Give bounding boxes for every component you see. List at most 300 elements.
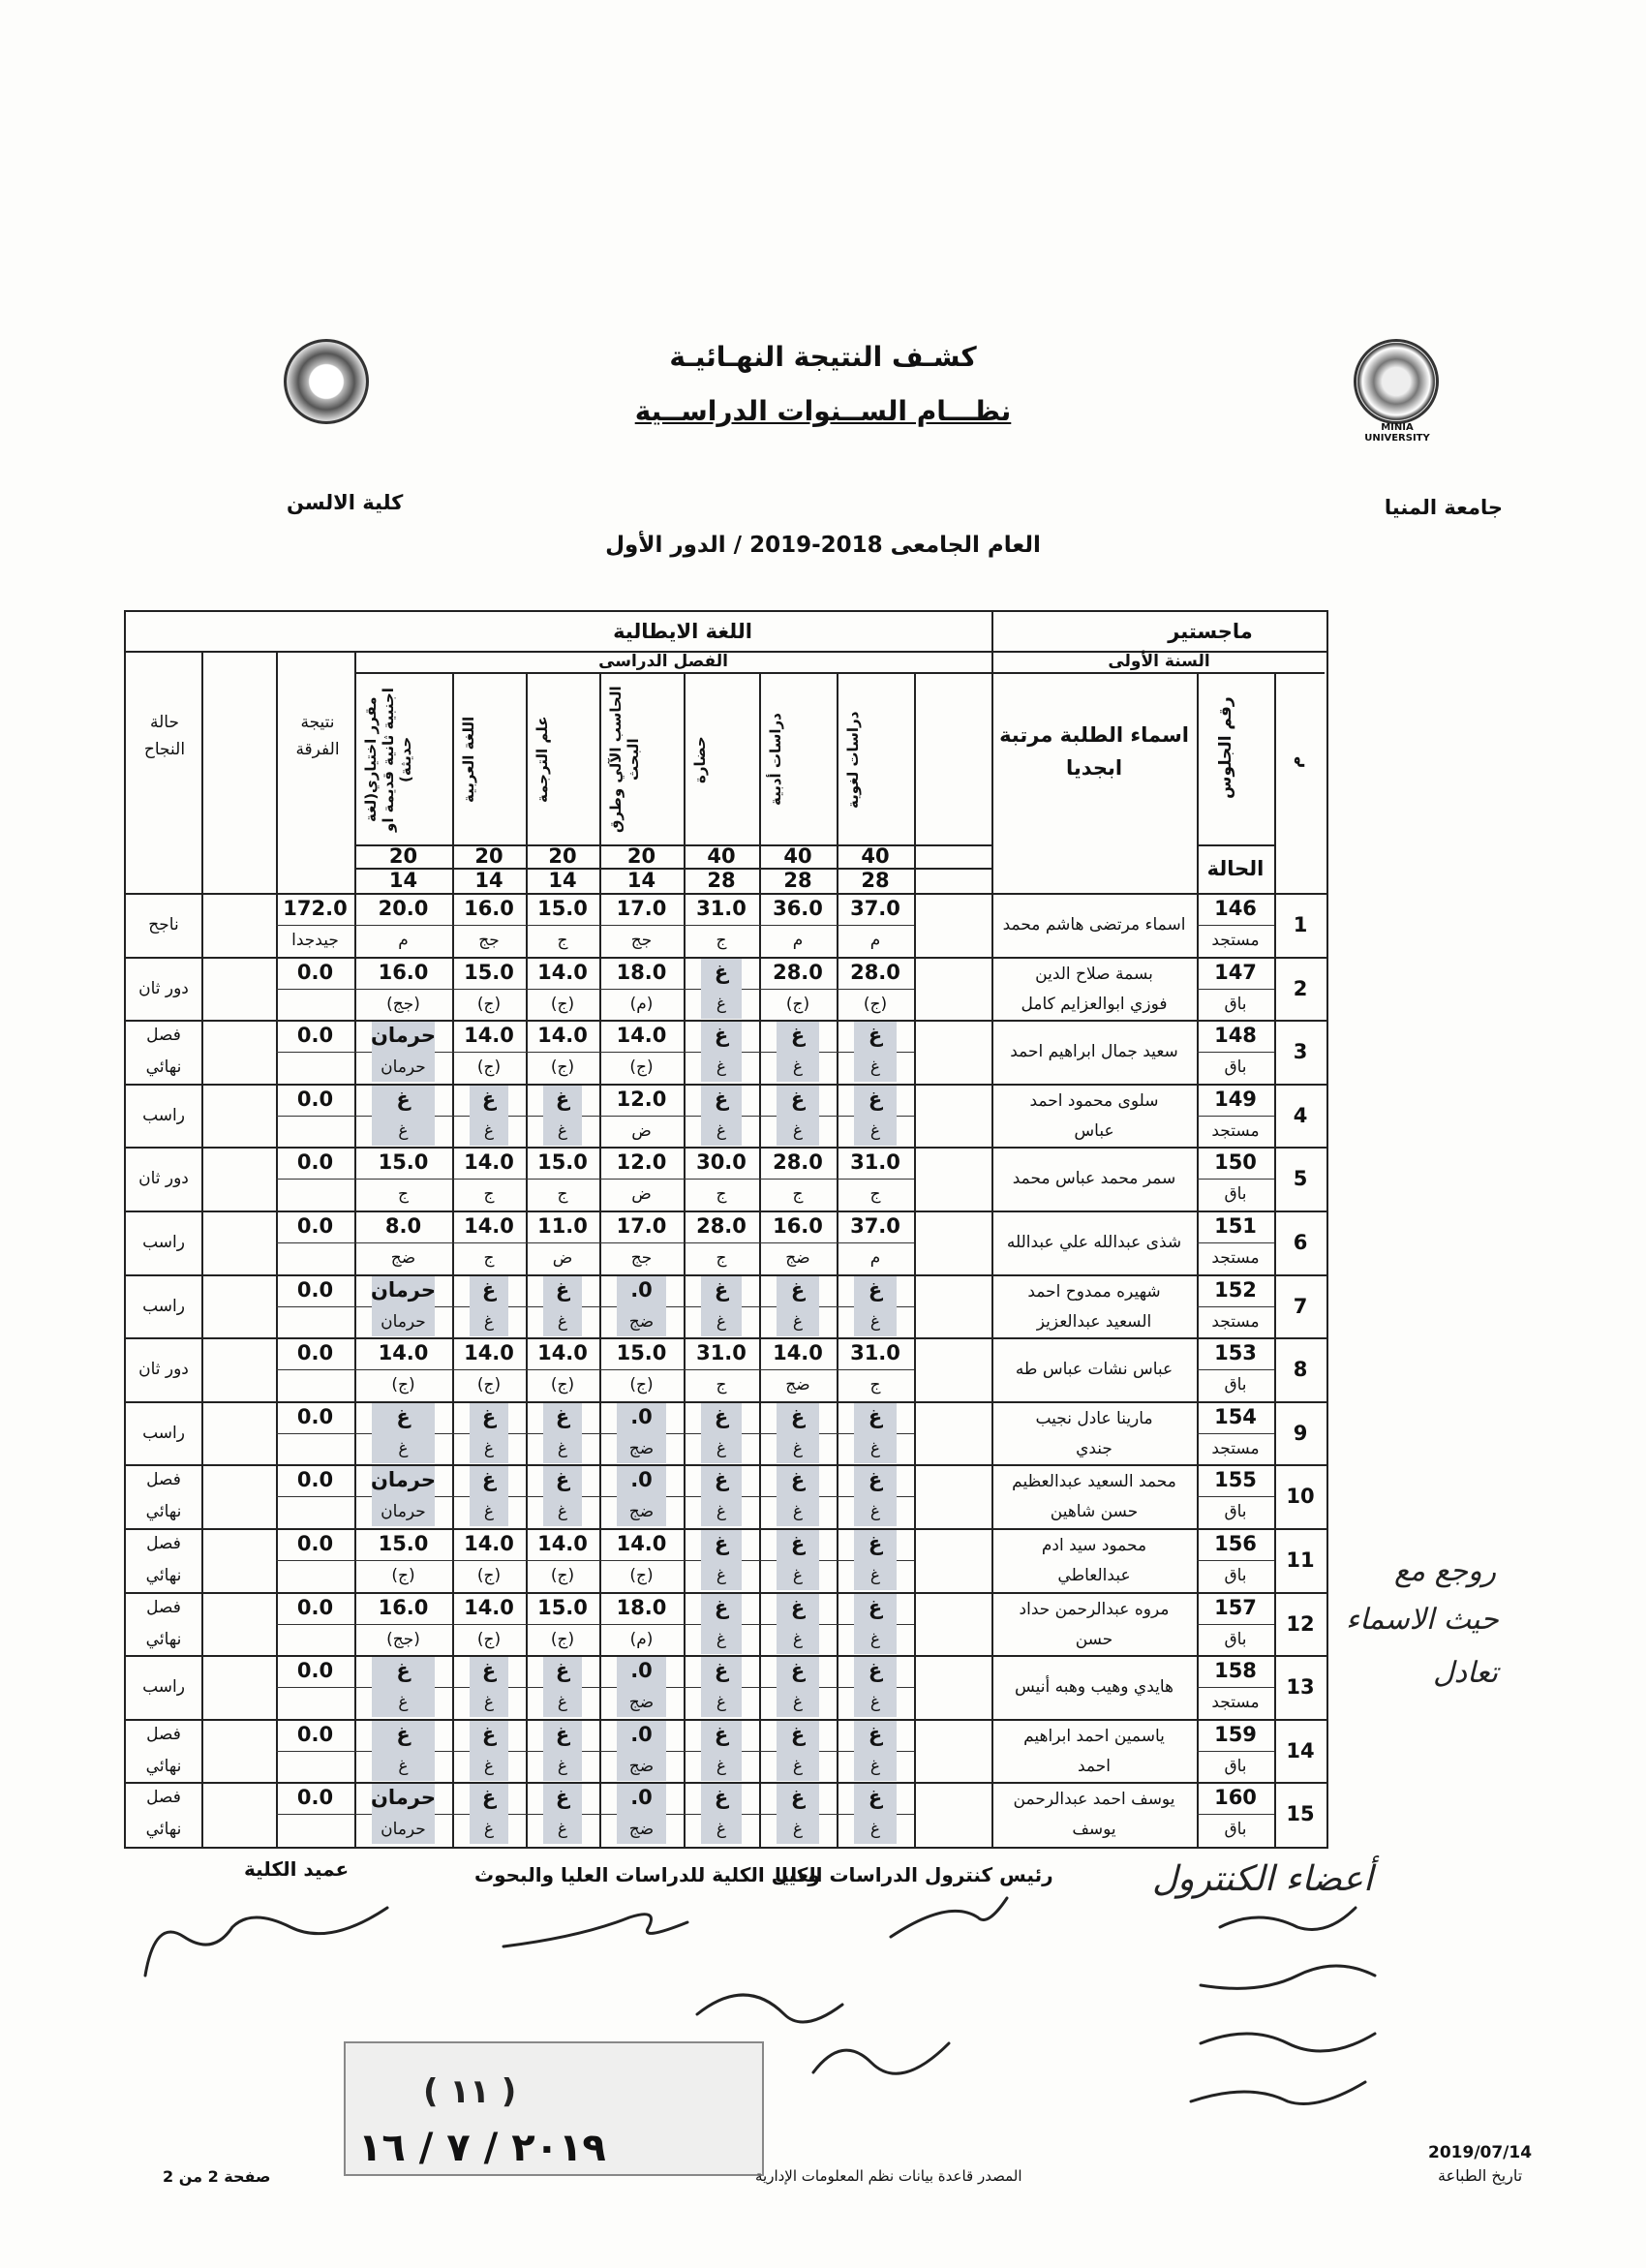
grade-score: غ xyxy=(868,1088,883,1111)
grade-letter: (ج) xyxy=(550,1375,575,1395)
grade-score: .0 xyxy=(630,1405,653,1428)
grade-letter: ضج xyxy=(390,1248,416,1268)
grade-score: 16.0 xyxy=(773,1214,823,1238)
grade-letter: م xyxy=(398,931,409,950)
year-level-label: السنة الأولى xyxy=(1108,652,1210,671)
success-status: دور ثان xyxy=(138,979,189,998)
student-status: باق xyxy=(1224,1375,1247,1395)
grade-score: غ xyxy=(868,1532,883,1555)
grade-score: غ xyxy=(790,1786,806,1809)
num-header: م xyxy=(1286,755,1305,769)
subject-max: 40 xyxy=(861,844,890,868)
grade-letter: غ xyxy=(869,1757,881,1776)
grade-score: غ xyxy=(396,1405,411,1428)
grade-score: غ xyxy=(868,1405,883,1428)
grade-score: 28.0 xyxy=(696,1214,747,1238)
grade-score: 14.0 xyxy=(537,1341,588,1364)
grade-score: 14.0 xyxy=(464,1341,514,1364)
grade-letter: (ج) xyxy=(863,995,888,1014)
grade-score: 15.0 xyxy=(464,961,514,984)
grade-letter: ج xyxy=(398,1184,409,1204)
student-name: شذى عبدالله علي عبدالله xyxy=(1006,1233,1182,1252)
grade-score: 18.0 xyxy=(616,1596,667,1619)
success-status: فصل xyxy=(146,1598,181,1617)
student-status: مستجد xyxy=(1211,1248,1260,1268)
grade-letter: غ xyxy=(557,1439,568,1458)
grade-score: حرمان xyxy=(370,1468,436,1491)
student-name-cont: حسن xyxy=(1075,1630,1113,1649)
student-name-cont: جندي xyxy=(1076,1439,1113,1458)
subject-max: 20 xyxy=(388,844,418,868)
grade-score: غ xyxy=(481,1786,497,1809)
control-head-label: رئيس كنترول الدراسات العليا xyxy=(775,1863,1053,1886)
student-name-cont: فوزي ابوالعزايم كامل xyxy=(1021,995,1168,1014)
grade-letter: غ xyxy=(557,1757,568,1776)
grade-score: 14.0 xyxy=(464,1214,514,1238)
grade-score: غ xyxy=(790,1532,806,1555)
grade-letter: ج xyxy=(716,1248,727,1268)
grade-letter: غ xyxy=(716,1312,727,1332)
grade-letter: حرمان xyxy=(381,1502,426,1521)
grade-letter: ج xyxy=(483,1248,495,1268)
grade-score: 17.0 xyxy=(616,897,667,920)
status-header: الحالة xyxy=(1206,857,1265,880)
print-date-label: تاريخ الطباعة xyxy=(1438,2166,1523,2185)
row-number: 3 xyxy=(1293,1040,1308,1063)
grade-score: غ xyxy=(790,1468,806,1491)
grade-score: غ xyxy=(868,1723,883,1746)
grade-letter: ضج xyxy=(628,1312,655,1332)
stamp-date: ٢٠١٩ / ٧ / ١٦ xyxy=(358,2126,606,2170)
print-date: 2019/07/14 xyxy=(1428,2143,1533,2162)
grade-score: غ xyxy=(868,1786,883,1809)
margin-note-1: روجع مع xyxy=(1394,1554,1497,1588)
grade-letter: ضج xyxy=(785,1248,810,1268)
seat-number: 148 xyxy=(1214,1024,1257,1047)
grade-score: 11.0 xyxy=(537,1214,588,1238)
grade-score: غ xyxy=(396,1659,411,1682)
row-number: 14 xyxy=(1286,1739,1315,1762)
grade-letter: ج xyxy=(869,1184,881,1204)
page-title: كشـف النتيجة النهـائيـة xyxy=(669,341,977,373)
success-status: فصل xyxy=(146,1470,181,1489)
subject-min: 14 xyxy=(388,869,418,892)
grade-score: 31.0 xyxy=(696,1341,747,1364)
grade-letter: ج xyxy=(869,1375,881,1395)
student-status: باق xyxy=(1224,1502,1247,1521)
class-total: 0.0 xyxy=(296,1468,334,1491)
grade-score: غ xyxy=(868,1278,883,1302)
seat-number: 158 xyxy=(1214,1659,1257,1682)
grade-score: غ xyxy=(555,1786,570,1809)
grade-score: غ xyxy=(481,1659,497,1682)
subject-max: 40 xyxy=(707,844,736,868)
student-name: سعيد جمال ابراهيم احمد xyxy=(1010,1042,1178,1061)
grade-letter: غ xyxy=(792,1693,804,1712)
grade-score: غ xyxy=(555,1723,570,1746)
class-total: 172.0 xyxy=(283,897,348,920)
grade-score: غ xyxy=(714,1278,729,1302)
grade-score: 14.0 xyxy=(464,1532,514,1555)
student-name: عباس نشات عباس طه xyxy=(1015,1360,1174,1379)
success-status: فصل xyxy=(146,1534,181,1553)
grade-score: .0 xyxy=(630,1723,653,1746)
margin-note-3: تعادل xyxy=(1433,1656,1499,1690)
grade-score: .0 xyxy=(630,1278,653,1302)
class-grade: جيدجدا xyxy=(291,931,339,950)
grade-score: 14.0 xyxy=(616,1024,667,1047)
grade-score: 15.0 xyxy=(616,1341,667,1364)
member-signature-4 xyxy=(1191,2082,1365,2104)
subject-min: 14 xyxy=(474,869,503,892)
grade-score: حرمان xyxy=(370,1786,436,1809)
student-status: باق xyxy=(1224,1630,1247,1649)
grade-score: 15.0 xyxy=(537,1596,588,1619)
dean-label: عميد الكلية xyxy=(244,1857,350,1881)
class-total: 0.0 xyxy=(296,1024,334,1047)
row-number: 10 xyxy=(1286,1485,1315,1508)
student-name: مروه عبدالرحمن حداد xyxy=(1019,1600,1170,1619)
grade-letter: ضج xyxy=(628,1439,655,1458)
grade-letter: غ xyxy=(716,1757,727,1776)
grade-score: 14.0 xyxy=(537,961,588,984)
subject-header: دراسات لغوية xyxy=(844,711,862,809)
logo-caption: MINIA UNIVERSITY xyxy=(1364,422,1430,444)
row-number: 11 xyxy=(1286,1548,1315,1572)
grade-letter: غ xyxy=(869,1439,881,1458)
student-name: محمود سيد ادم xyxy=(1041,1536,1147,1555)
grade-letter: (م) xyxy=(629,995,654,1014)
subject-header: حضارة xyxy=(691,736,709,783)
grade-score: 28.0 xyxy=(773,961,823,984)
student-name: اسماء مرتضى هاشم محمد xyxy=(1002,915,1186,935)
grade-score: غ xyxy=(790,1024,806,1047)
grade-letter: غ xyxy=(792,1502,804,1521)
seat-number: 150 xyxy=(1214,1150,1257,1174)
grade-score: 20.0 xyxy=(378,897,429,920)
page-subtitle: نظـــام الســنوات الدراســية xyxy=(634,395,1012,427)
university-name: جامعة المنيا xyxy=(1384,496,1503,519)
grade-letter: غ xyxy=(716,1439,727,1458)
center-signature-1 xyxy=(697,1995,842,2022)
grade-letter: ض xyxy=(631,1121,652,1141)
grade-score: 31.0 xyxy=(850,1341,900,1364)
grade-letter: م xyxy=(869,931,881,950)
student-status: مستجد xyxy=(1211,1121,1260,1141)
row-number: 4 xyxy=(1293,1104,1308,1127)
row-number: 15 xyxy=(1286,1802,1315,1825)
subject-max: 40 xyxy=(783,844,812,868)
grade-score: 8.0 xyxy=(384,1214,422,1238)
grade-score: غ xyxy=(481,1468,497,1491)
class-total: 0.0 xyxy=(296,1214,334,1238)
grade-letter: غ xyxy=(716,1502,727,1521)
grade-score: غ xyxy=(790,1405,806,1428)
seat-number: 155 xyxy=(1214,1468,1257,1491)
class-total: 0.0 xyxy=(296,1278,334,1302)
subject-min: 14 xyxy=(626,869,656,892)
subject-max: 20 xyxy=(626,844,656,868)
class-total: 0.0 xyxy=(296,1341,334,1364)
success-status: راسب xyxy=(142,1233,185,1252)
grade-score: غ xyxy=(868,1659,883,1682)
grade-score: غ xyxy=(555,1659,570,1682)
grade-letter: غ xyxy=(792,1057,804,1077)
margin-note-2: حيث الاسماء xyxy=(1346,1603,1499,1637)
success-status-cont: نهائي xyxy=(145,1566,182,1585)
success-status: ناجح xyxy=(148,915,179,935)
seat-number: 159 xyxy=(1214,1723,1257,1746)
student-name-cont: عباس xyxy=(1074,1121,1114,1141)
grade-score: حرمان xyxy=(370,1024,436,1047)
student-name: يوسف احمد عبدالرحمن xyxy=(1013,1790,1175,1809)
student-status: باق xyxy=(1224,1757,1247,1776)
subject-header: دراسات أدبية xyxy=(767,713,784,807)
grade-letter: (م) xyxy=(629,1630,654,1649)
grade-letter: (ج) xyxy=(629,1057,654,1077)
grade-score: غ xyxy=(555,1088,570,1111)
success-status-header: حالة النجاح xyxy=(143,713,186,759)
grade-letter: غ xyxy=(869,1502,881,1521)
grade-letter: ج xyxy=(716,1375,727,1395)
grade-letter: غ xyxy=(557,1693,568,1712)
student-name: بسمة صلاح الدين xyxy=(1035,965,1153,984)
row-number: 2 xyxy=(1293,977,1308,1000)
grade-letter: ض xyxy=(552,1248,573,1268)
center-signature-2 xyxy=(813,2043,949,2073)
grade-score: 31.0 xyxy=(696,897,747,920)
subject-min: 14 xyxy=(548,869,577,892)
grade-letter: جج xyxy=(478,931,500,950)
grade-letter: غ xyxy=(792,1312,804,1332)
student-name: سمر محمد عباس محمد xyxy=(1012,1169,1176,1188)
subject-header: اللغة العربية xyxy=(460,716,477,804)
grade-letter: ج xyxy=(792,1184,804,1204)
grade-score: 36.0 xyxy=(773,897,823,920)
grade-score: غ xyxy=(714,1024,729,1047)
student-name: سلوى محمود احمد xyxy=(1029,1091,1159,1111)
row-number: 12 xyxy=(1286,1612,1315,1636)
success-status: فصل xyxy=(146,1725,181,1744)
grade-score: 28.0 xyxy=(773,1150,823,1174)
grade-score: غ xyxy=(790,1659,806,1682)
success-status: فصل xyxy=(146,1026,181,1045)
stamp-number: ( ١١ ) xyxy=(423,2072,517,2111)
grade-score: 28.0 xyxy=(850,961,900,984)
grade-letter: غ xyxy=(869,1312,881,1332)
row-number: 8 xyxy=(1293,1358,1308,1381)
grade-score: 14.0 xyxy=(773,1341,823,1364)
seat-number: 153 xyxy=(1214,1341,1257,1364)
subject-min: 28 xyxy=(707,869,736,892)
grade-letter: م xyxy=(792,931,804,950)
student-status: باق xyxy=(1224,1057,1247,1077)
class-total: 0.0 xyxy=(296,1150,334,1174)
grade-score: 14.0 xyxy=(537,1532,588,1555)
grade-letter: (ج) xyxy=(476,1375,502,1395)
row-number: 7 xyxy=(1293,1295,1308,1318)
student-status: باق xyxy=(1224,1566,1247,1585)
grade-score: غ xyxy=(396,1088,411,1111)
grade-score: 14.0 xyxy=(464,1596,514,1619)
grade-letter: ضج xyxy=(628,1820,655,1839)
grade-letter: غ xyxy=(869,1566,881,1585)
grade-letter: غ xyxy=(398,1757,409,1776)
semester-label: الفصل الدراسى xyxy=(598,652,728,671)
grade-letter: غ xyxy=(483,1693,495,1712)
grade-score: 37.0 xyxy=(850,897,900,920)
grade-letter: ج xyxy=(557,931,568,950)
success-status: راسب xyxy=(142,1106,185,1125)
success-status-cont: نهائي xyxy=(145,1502,182,1521)
class-total: 0.0 xyxy=(296,1405,334,1428)
grade-score: 16.0 xyxy=(378,961,429,984)
grade-score: غ xyxy=(714,1596,729,1619)
grade-letter: غ xyxy=(869,1057,881,1077)
student-status: باق xyxy=(1224,995,1247,1014)
grade-score: غ xyxy=(481,1088,497,1111)
grade-score: غ xyxy=(481,1405,497,1428)
subject-max: 20 xyxy=(548,844,577,868)
grade-letter: غ xyxy=(483,1502,495,1521)
class-total: 0.0 xyxy=(296,1532,334,1555)
success-status-cont: نهائي xyxy=(145,1057,182,1077)
grade-score: .0 xyxy=(630,1786,653,1809)
subject-header: مقرر اختياري(لغة اجنبية ثانية قديمة او حديثة) xyxy=(362,688,414,832)
class-total: 0.0 xyxy=(296,1088,334,1111)
grade-score: 14.0 xyxy=(378,1341,429,1364)
success-status: راسب xyxy=(142,1677,185,1697)
grade-letter: غ xyxy=(869,1121,881,1141)
seat-number: 151 xyxy=(1214,1214,1257,1238)
grade-score: .0 xyxy=(630,1659,653,1682)
grade-score: 16.0 xyxy=(464,897,514,920)
grade-letter: (ج) xyxy=(391,1566,415,1585)
grade-letter: (ج) xyxy=(629,1375,654,1395)
student-status: باق xyxy=(1224,1184,1247,1204)
grade-score: غ xyxy=(714,1468,729,1491)
student-status: مستجد xyxy=(1211,931,1260,950)
grade-letter: غ xyxy=(792,1820,804,1839)
row-number: 1 xyxy=(1293,913,1308,936)
grade-letter: (جج) xyxy=(386,1630,420,1649)
grade-letter: غ xyxy=(716,1121,727,1141)
faculty-name: كلية الالسن xyxy=(287,491,404,514)
grade-letter: غ xyxy=(716,1630,727,1649)
grade-letter: جج xyxy=(630,931,653,950)
grade-letter: (ج) xyxy=(629,1566,654,1585)
row-number: 5 xyxy=(1293,1167,1308,1190)
success-status: راسب xyxy=(142,1424,185,1443)
member-signature-1 xyxy=(1220,1908,1356,1930)
student-status: مستجد xyxy=(1211,1439,1260,1458)
grade-letter: (ج) xyxy=(550,1630,575,1649)
subject-header: الحاسب الآلي وطرق البحث xyxy=(607,686,642,834)
grade-letter: غ xyxy=(869,1820,881,1839)
grade-score: غ xyxy=(790,1278,806,1302)
grade-letter: ضج xyxy=(628,1757,655,1776)
grade-score: 30.0 xyxy=(696,1150,747,1174)
member-signature-2 xyxy=(1201,1966,1375,1988)
student-name-cont: عبدالعاطي xyxy=(1057,1566,1131,1585)
class-total: 0.0 xyxy=(296,1786,334,1809)
seat-header: رقم الجلوس xyxy=(1216,696,1235,799)
grade-letter: ضج xyxy=(628,1502,655,1521)
grade-score: 15.0 xyxy=(537,1150,588,1174)
grade-score: غ xyxy=(868,1596,883,1619)
grade-letter: (ج) xyxy=(476,995,502,1014)
grade-letter: (جج) xyxy=(386,995,420,1014)
grade-letter: (ج) xyxy=(391,1375,415,1395)
grade-letter: غ xyxy=(792,1121,804,1141)
names-header: اسماء الطلبة مرتبة ابجديا xyxy=(999,723,1189,780)
grade-score: 14.0 xyxy=(464,1024,514,1047)
seat-number: 152 xyxy=(1214,1278,1257,1302)
grade-letter: غ xyxy=(557,1312,568,1332)
grade-letter: غ xyxy=(483,1439,495,1458)
row-number: 13 xyxy=(1286,1675,1315,1699)
grade-letter: غ xyxy=(792,1439,804,1458)
grade-score: 15.0 xyxy=(378,1150,429,1174)
grade-letter: غ xyxy=(483,1121,495,1141)
grade-score: 15.0 xyxy=(537,897,588,920)
success-status-cont: نهائي xyxy=(145,1630,182,1649)
class-result-header: نتيجة الفرقة xyxy=(295,713,340,759)
student-name: مارينا عادل نجيب xyxy=(1035,1409,1153,1428)
grade-letter: غ xyxy=(716,1693,727,1712)
grade-score: غ xyxy=(555,1405,570,1428)
seat-number: 154 xyxy=(1214,1405,1257,1428)
grade-letter: غ xyxy=(398,1693,409,1712)
grade-score: غ xyxy=(481,1723,497,1746)
class-total: 0.0 xyxy=(296,961,334,984)
grade-letter: غ xyxy=(557,1121,568,1141)
source-note: المصدر قاعدة بيانات نظم المعلومات الإدارية xyxy=(755,2167,1022,2185)
grade-score: غ xyxy=(790,1088,806,1111)
seat-number: 157 xyxy=(1214,1596,1257,1619)
success-status: فصل xyxy=(146,1788,181,1807)
grade-letter: حرمان xyxy=(381,1312,426,1332)
student-name: ياسمين احمد ابراهيم xyxy=(1023,1727,1165,1746)
grade-letter: (ج) xyxy=(550,1057,575,1077)
student-name: شهيره ممدوح احمد xyxy=(1027,1282,1161,1302)
grade-letter: غ xyxy=(792,1757,804,1776)
grade-letter: ج xyxy=(557,1184,568,1204)
language-label: اللغة الايطالية xyxy=(613,620,752,643)
grade-letter: غ xyxy=(483,1757,495,1776)
grade-score: 14.0 xyxy=(537,1024,588,1047)
student-status: مستجد xyxy=(1211,1312,1260,1332)
academic-year: العام الجامعى 2018-2019 / الدور الأول xyxy=(605,533,1041,558)
grade-letter: غ xyxy=(398,1121,409,1141)
grade-score: غ xyxy=(714,1405,729,1428)
grade-score: غ xyxy=(555,1468,570,1491)
grade-letter: ض xyxy=(631,1184,652,1204)
student-name-cont: حسن شاهين xyxy=(1050,1502,1139,1521)
seat-number: 160 xyxy=(1214,1786,1257,1809)
student-name-cont: احمد xyxy=(1078,1757,1111,1776)
grade-score: غ xyxy=(481,1278,497,1302)
grade-letter: غ xyxy=(869,1693,881,1712)
grade-score: 15.0 xyxy=(378,1532,429,1555)
program-label: ماجستير xyxy=(1168,620,1253,643)
grade-score: حرمان xyxy=(370,1278,436,1302)
grade-letter: غ xyxy=(483,1820,495,1839)
grade-letter: ضج xyxy=(628,1693,655,1712)
grade-score: غ xyxy=(714,1532,729,1555)
grade-letter: حرمان xyxy=(381,1820,426,1839)
grade-score: غ xyxy=(396,1723,411,1746)
